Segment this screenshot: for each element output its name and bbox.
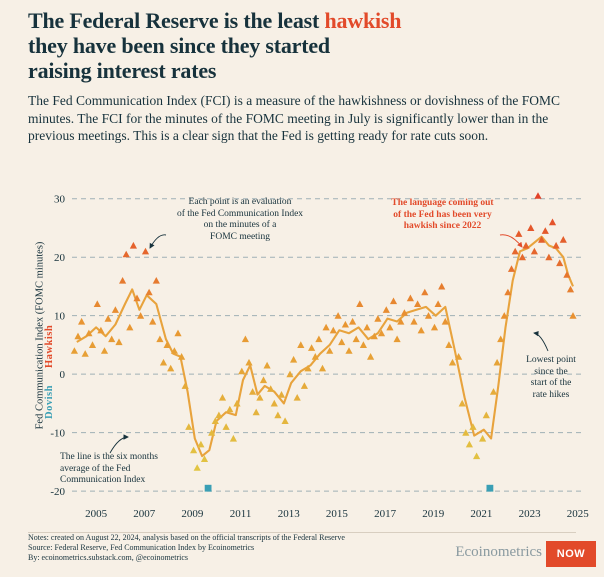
svg-text:-20: -20 <box>50 486 65 499</box>
svg-text:2013: 2013 <box>277 508 300 520</box>
svg-text:2005: 2005 <box>85 508 108 520</box>
svg-text:0: 0 <box>59 369 65 382</box>
title-highlight: hawkish <box>324 8 402 33</box>
annotation-lowest: Lowest point since the start of the rate hikes <box>526 355 576 400</box>
subtitle: The Fed Communication Index (FCI) is a measure of the hawkishness or dovishness of the FOMC minutes. The FCI for the minutes of the FOMC meeting in July is significantly lower than in the previous meetings. This is a clear sign that the Fed is getting ready for rate cuts soon. <box>28 93 561 143</box>
title-line1-a: The Federal Reserve is the least <box>28 8 325 33</box>
svg-text:2009: 2009 <box>181 508 204 520</box>
svg-text:2007: 2007 <box>133 508 156 520</box>
svg-text:2021: 2021 <box>470 508 493 520</box>
logo-text: NOW <box>556 548 586 560</box>
chart-container <box>0 175 604 535</box>
hawkish-label: Hawkish <box>44 324 55 368</box>
title-line2: they have been since they started <box>28 33 330 58</box>
annotation-hawkish: The language coming out of the Fed has been very hawkish since 2022 <box>391 198 494 231</box>
svg-text:2023: 2023 <box>518 508 541 520</box>
logo-badge <box>546 541 596 567</box>
title-line3: raising interest rates <box>28 58 217 83</box>
svg-text:2017: 2017 <box>374 508 397 520</box>
footer-line-2: Source: Federal Reserve, Fed Communication Index by Ecoinometrics <box>28 543 255 552</box>
footer-line-1: Notes: created on August 22, 2024, analysis based on the official transcripts of the Federal Reserve <box>28 533 345 542</box>
annotation-points: Each point is an evaluation of the Fed Communication Index on the minutes of a FOMC meeting <box>176 197 304 242</box>
svg-text:30: 30 <box>54 193 65 206</box>
svg-text:20: 20 <box>54 252 65 265</box>
svg-text:-10: -10 <box>50 427 65 440</box>
footer-notes <box>28 533 448 563</box>
svg-text:2019: 2019 <box>422 508 445 520</box>
svg-text:10: 10 <box>54 310 65 323</box>
dovish-label: Dovish <box>44 385 55 419</box>
svg-text:2011: 2011 <box>229 508 252 520</box>
brand-name: Ecoinometrics <box>455 544 542 560</box>
svg-text:2025: 2025 <box>566 508 589 520</box>
page-title <box>28 8 588 83</box>
y-axis-label: Fed Communication Index (FOMC minutes) <box>34 241 46 430</box>
svg-text:2015: 2015 <box>325 508 348 520</box>
annotation-line: The line is the six months average of the Fed Communication Index <box>60 452 158 485</box>
footer-line-3: By: ecoinometrics.substack.com, @ecoinometrics <box>28 553 188 562</box>
